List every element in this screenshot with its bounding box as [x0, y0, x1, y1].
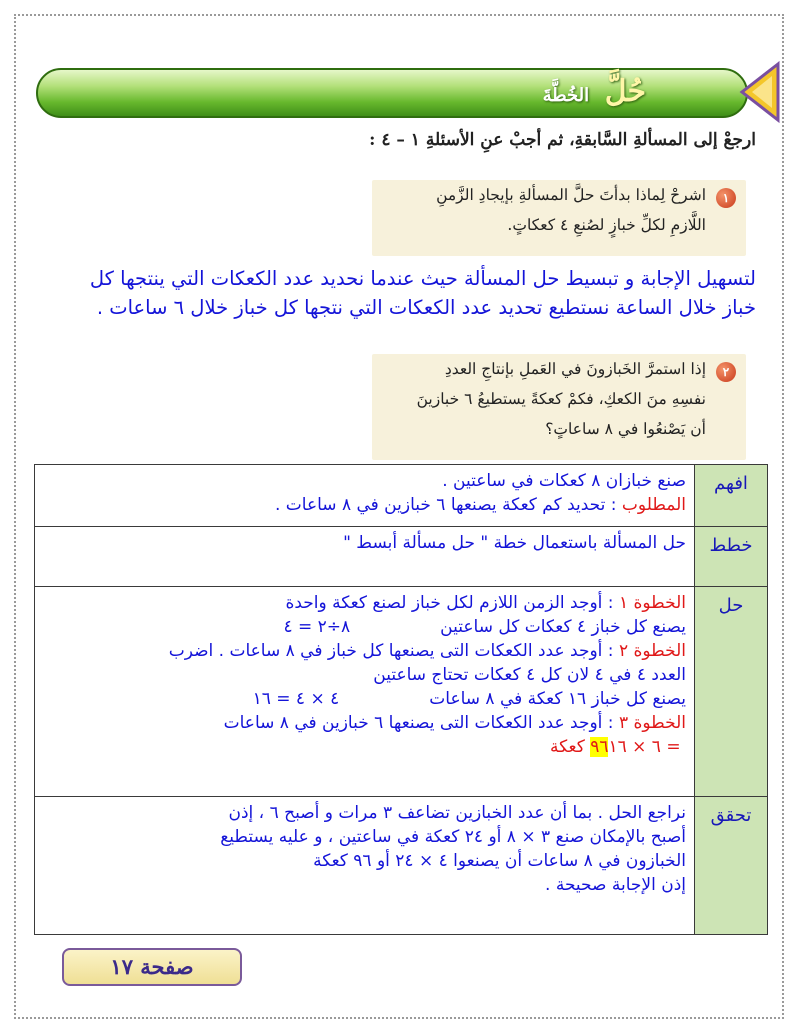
step-2-text: : أوجد عدد الكعكات التى يصنعها كل خباز في ٨ ساعات . اضرب	[168, 641, 619, 661]
page-number-badge: صفحة ١٧	[62, 948, 242, 986]
question-box-1	[372, 180, 746, 256]
step-3-unit: كعكة	[550, 737, 591, 757]
banner-title-word2: الخُطَّةَ	[542, 85, 590, 106]
table-row-plan	[35, 527, 768, 587]
banner-title-word1: حُلَّ	[604, 74, 646, 109]
row-label-solve: حل	[695, 587, 768, 797]
row-content-understand	[35, 465, 695, 527]
check-line: إذن الإجابة صحيحة .	[545, 875, 686, 895]
check-line: الخبازون في ٨ ساعات أن يصنعوا ٤ × ٢٤ أو ٩٦ كعكة	[313, 851, 686, 871]
section-banner	[36, 68, 748, 118]
step-2-label: الخطوة ٢	[618, 641, 686, 661]
question-box-2	[372, 354, 746, 460]
step-3	[43, 711, 686, 735]
step-2	[43, 639, 686, 663]
step-1-label: الخطوة ١	[618, 593, 686, 613]
step-2-line2: العدد ٤ في ٤ لان كل ٤ كعكات تحتاج ساعتين	[373, 665, 686, 685]
step-3-label: الخطوة ٣	[618, 713, 686, 733]
question-number-badge: ٢	[716, 362, 736, 382]
step-1-text: : أوجد الزمن اللازم لكل خباز لصنع كعكة واحدة	[285, 593, 619, 613]
question-line: اللَّازمِ لكلِّ خبازٍ لصُنعِ ٤ كعكاتٍ.	[507, 216, 706, 234]
question-line: إذا استمرَّ الخَبازونَ في العَملِ بإنتاجِ العددِ	[444, 360, 706, 378]
table-row-understand	[35, 465, 768, 527]
table-row-check	[35, 797, 768, 935]
step-2-result: يصنع كل خباز ١٦ كعكة في ٨ ساعات	[429, 689, 686, 709]
banner-arrow-icon	[738, 60, 780, 124]
row-label-check: تحقق	[695, 797, 768, 935]
question-number-badge: ١	[716, 188, 736, 208]
step-3-calc-line	[43, 735, 686, 759]
final-answer-highlight: ٩٦	[590, 737, 609, 757]
row-content-solve	[35, 587, 695, 797]
check-line: أصبح بالإمكان صنع ٣ × ٨ أو ٢٤ كعكة في ساعتين ، و عليه يستطيع	[220, 827, 686, 847]
question-text	[378, 180, 706, 240]
row-content-plan: حل المسألة باستعمال خطة " حل مسألة أبسط "	[35, 527, 695, 587]
check-line: نراجع الحل . بما أن عدد الخبازين تضاعف ٣ مرات و أصبح ٦ ، إذن	[228, 803, 686, 823]
step-3-calc: ٦ × ١٦ =	[608, 737, 686, 757]
question-line: أن يَصْنعُوا في ٨ ساعاتٍ؟	[545, 420, 706, 438]
banner-title	[543, 74, 646, 109]
step-1	[43, 591, 686, 615]
required-text: : تحديد كم كعكة يصنعها ٦ خبازين في ٨ ساعات .	[274, 495, 622, 515]
understand-line: صنع خبازان ٨ كعكات في ساعتين .	[442, 471, 686, 491]
understand-required	[43, 493, 686, 517]
answer-line: لتسهيل الإجابة و تبسيط حل المسألة حيث عندما نحديد عدد الكعكات التي ينتجها كل	[89, 267, 756, 290]
table-row-solve	[35, 587, 768, 797]
row-label-understand: افهم	[695, 465, 768, 527]
solution-plan-table	[34, 464, 768, 935]
instructions-heading: ارجعْ إلى المسألةِ السَّابقةِ، ثم أجبْ عنِ الأسئلةِ ١ – ٤ :	[369, 130, 756, 150]
step-1-calc-line	[43, 615, 686, 639]
answer-1-text	[40, 264, 756, 322]
step-1-result: يصنع كل خباز ٤ كعكات كل ساعتين	[440, 617, 686, 637]
step-2-calc-line	[43, 687, 686, 711]
question-text	[378, 354, 706, 444]
row-label-plan: خطط	[695, 527, 768, 587]
step-2-calc: ٤ × ٤ = ١٦	[252, 689, 340, 709]
required-label: المطلوب	[621, 495, 686, 515]
question-line: اشرحْ لِماذا بدأتَ حلَّ المسألةِ بإيجادِ الزَّمنِ	[436, 186, 706, 204]
row-content-check	[35, 797, 695, 935]
question-line: نفسِهِ منَ الكعكِ، فكمْ كعكةً يستطيعُ ٦ خبازينَ	[416, 390, 706, 408]
answer-line: خباز خلال الساعة نستطيع تحديد عدد الكعكات التي نتجها كل خباز خلال ٦ ساعات .	[96, 296, 756, 319]
step-3-text: : أوجد عدد الكعكات التى يصنعها ٦ خبازين في ٨ ساعات	[223, 713, 619, 733]
step-1-calc: ٨÷٢ = ٤	[283, 617, 351, 637]
